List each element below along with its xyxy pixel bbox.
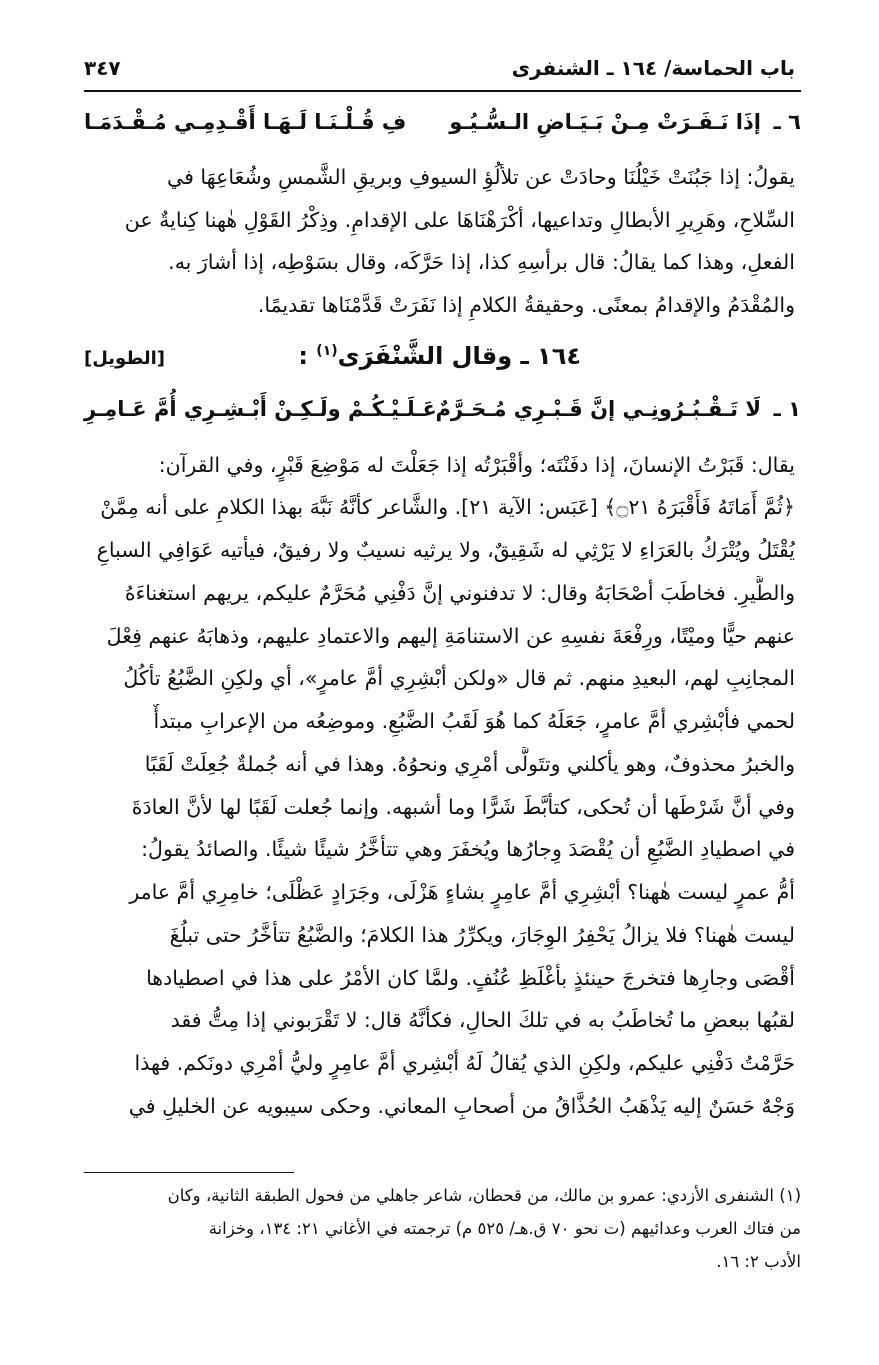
- meter-label: [الطويل]: [84, 348, 166, 369]
- commentary-line: وَجْهٌ حَسَنٌ إليه يَذْهَبُ الحُذَّاقُ من أصحابِ المعاني. وحكى سيبويه عن الخليلِ في: [128, 1094, 795, 1118]
- footnote-marker: (١): [316, 343, 338, 359]
- commentary-line: الفعلِ، وهذا كما يقالُ: قال برأسِهِ كذا، إذا حَرَّكَه، وقال بسَوْطِه، إذا أشارَ به.: [168, 250, 795, 274]
- header-rule: [84, 90, 801, 92]
- commentary-line: أمُّ عمرٍ ليست هٰهنا؟ أبْشِرِي أمَّ عامِرٍ بشاءٍ هَزْلَى، وجَرَادٍ عَظْلَى؛ خامِرِي أمَّ عامر: [129, 880, 795, 904]
- commentary-line: حَرَّمْتُ دَفْنِي عليكم، ولكِنِ الذي يُقالُ لَهُ أبْشِري أمَّ عامِرٍ وليُّ أمْرِي دونَكم. فهذا: [134, 1051, 795, 1075]
- commentary-line: في اصطيادِ الضَّبُعِ أن يُقْصَدَ وِجارُها ويُخفَرَ وهي تتأخَّرُ شيئًا شيئًا. والصائدُ يقولُ:: [141, 837, 795, 861]
- section-title-text: ١٦٤ ـ وقال الشَّنْفَرَى: [337, 342, 581, 370]
- verse-hemistich-second: فِ قُـلْـنَـا لَـهَـا أَقْـدِمِـي مُـقْـدَمَـا: [84, 110, 407, 134]
- commentary-line: يقال: قَبَرْتُ الإنسانَ، إذا دفَنْتَه؛ وأقْبَرْتُه إذا جَعَلْتَ له مَوْضِعَ قَبْرٍ، وفي القرآن:: [158, 453, 795, 477]
- footnote-line: (١) الشنفرى الأزدي: عمرو بن مالك، من قحطان، شاعر جاهلي من فحول الطبقة الثانية، وكان: [167, 1186, 801, 1205]
- section-title-colon: :: [298, 342, 308, 370]
- running-header: [84, 52, 795, 88]
- commentary-line: ﴿ثُمَّ أَمَاتَهُ فَأَقْبَرَهُ ۝٢١﴾ [عَبَس: الآية ٢١]. والشَّاعر كأنَّهُ نَبَّهَ بهذا الكلامِ على أنه مِمَّنْ: [100, 495, 795, 519]
- commentary-line: لحمي فأبْشِري أمَّ عامرٍ، جَعَلَهُ كما هُوَ لَقَبُ الضَّبُعِ. وموضِعُه من الإعرابِ مبتدأٌ: [153, 709, 795, 733]
- commentary-line: عنهم حيًّا وميْتًا، ورِفْعَةَ نفسِهِ عن الاستنامَةِ إليهم والاعتمادِ عليهم، وذهابَهُ عنهم فِعْلَ: [106, 624, 795, 648]
- commentary-line: ليست هٰهنا؟ فلا يزالُ يَحْفِرُ الوِجَارَ، ويكرِّرُ هذا الكلامَ؛ والضَّبُعُ تتأخَّرُ حتى تبلُغَ: [169, 923, 795, 947]
- verse-hemistich-first: لَا تَـقْـبُـرُونِـي إنَّ قَـبْـرِي مُـحَـرَّمٌ: [435, 397, 761, 421]
- commentary-line: لقبُها ببعضِ ما تُخاطَبُ به في تلكَ الحالِ، فكأنَّهُ قال: لا تَقْرَبوني إذا مِتُّ فقد: [170, 1008, 795, 1032]
- commentary-line: المجانِبِ لهم، البعيدِ منهم. ثم قال «ولكن أبْشِرِي أمَّ عامرٍ»، أي ولكِنِ الضَّبُعُ تأكُلُ: [123, 666, 795, 690]
- section-title: [298, 342, 581, 370]
- commentary-line: أقْصَى وجارِها فتخرجَ حينئذٍ بأغْلَظِ عُنُفٍ. ولمَّا كان الأمْرُ على هذا في اصطيادها: [146, 966, 795, 990]
- commentary-line: السِّلاحِ، وهَرِيرِ الأبطالِ وتداعيها، أكْرَهْنَاهَا على الإقدامِ. وذِكْرُ القَوْلِ هٰهنا كِنايةٌ عن: [124, 208, 795, 232]
- running-title: باب الحماسة/ ١٦٤ ـ الشنفرى: [511, 56, 795, 80]
- page-number: ٣٤٧: [84, 56, 121, 80]
- verse-hemistich-second: عَـلَـيْـكُـمْ ولَـكِـنْ أَبْـشِـرِي أُمَّ عَـامِـرِ: [84, 397, 437, 421]
- footnote-line: الأدب ٢: ١٦.: [716, 1252, 801, 1271]
- verse-number: ١ ـ: [773, 397, 801, 421]
- verse-hemistich-first: إذَا نَـفَـرَتْ مِـنْ بَـيَـاضِ الـسُّـيُـو: [449, 110, 761, 134]
- commentary-line: والطَّيرِ. فخاطَبَ أصْحَابَهُ وقال: لا تدفنوني إنَّ دَفْنِي مُحَرَّمٌ عليكم، يريهم استغناءَهُ: [124, 581, 795, 605]
- commentary-line: والمُقْدَمُ والإقدامُ بمعنًى. وحقيقةُ الكلامِ إذا نَفَرَتْ قَدَّمْنَاها تقديمًا.: [257, 293, 795, 317]
- verse-number: ٦ ـ: [773, 110, 801, 134]
- commentary-line: يُقْتَلُ ويُتْرَكُ بالعَرَاءِ لا يَرْثِي له شَقِيقٌ، ولا يرثيه نسيبٌ ولا رفيقٌ، فيأتيه عَوَافِي السباعِ: [96, 538, 795, 562]
- verse-1: [84, 397, 801, 433]
- commentary-line: يقولُ: إذا جَبُنَتْ خَيْلُنَا وحادَتْ عن تلألُؤِ السيوفِ وبريقِ الشَّمسِ وشُعَاعِهَا في: [167, 165, 795, 189]
- commentary-line: وفي أنَّ شَرْطَها أن تُحكى، كتأبَّطَ شَرًّا وما أشبهه. وإنما جُعلت لَقَبًا لها لأنَّ العادَةَ: [131, 795, 795, 819]
- footnote-rule: [84, 1172, 294, 1173]
- commentary-line: والخبرُ محذوفٌ، وهو يأكلني وتتَولَّى أمْرِي ونحوُهُ. وهذا في أنه جُملةٌ جُعِلَتْ لَقَبًا: [144, 752, 795, 776]
- footnote-line: من فتاك العرب وعدائيهم (ت نحو ٧٠ ق.هـ/ ٥٢٥ م) ترجمته في الأغاني ٢١: ١٣٤، وخزانة: [208, 1219, 801, 1238]
- section-heading: [84, 342, 801, 382]
- verse-6: [84, 110, 801, 146]
